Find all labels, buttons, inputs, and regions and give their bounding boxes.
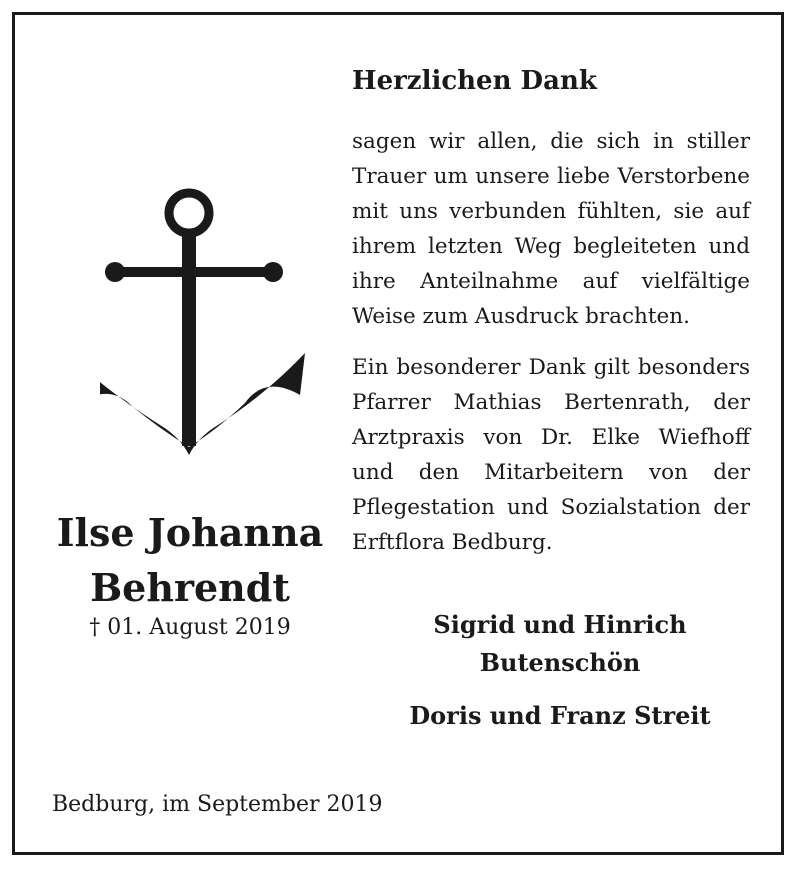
signature-family-1-surname: Butenschön xyxy=(479,648,641,677)
death-date: † 01. August 2019 xyxy=(89,615,291,640)
signature-family-1-names: Sigrid und Hinrich xyxy=(433,610,687,639)
anchor-icon xyxy=(100,185,310,465)
place-and-date: Bedburg, im September 2019 xyxy=(52,792,383,817)
deceased-last-name: Behrendt xyxy=(90,565,290,610)
signature-family-2: Doris und Franz Streit xyxy=(409,701,711,730)
thanks-paragraph-1: sagen wir allen, die sich in stiller Trauer um unsere liebe Verstorbene mit uns verbunden fühlten, sie auf ihrem letzten Weg begleiteten und ihre Anteilnahme auf vielfältige Weise zum Ausdruck brachten. xyxy=(352,129,750,329)
thanks-heading: Herzlichen Dank xyxy=(352,66,597,96)
deceased-first-names: Ilse Johanna xyxy=(56,510,324,555)
thanks-paragraph-2: Ein besonderer Dank gilt besonders Pfarrer Mathias Bertenrath, der Arztpraxis von Dr. Elke Wiefhoff und den Mitarbeitern von der Pflegestation und Sozialstation der Erftflora Bedburg. xyxy=(352,355,750,555)
